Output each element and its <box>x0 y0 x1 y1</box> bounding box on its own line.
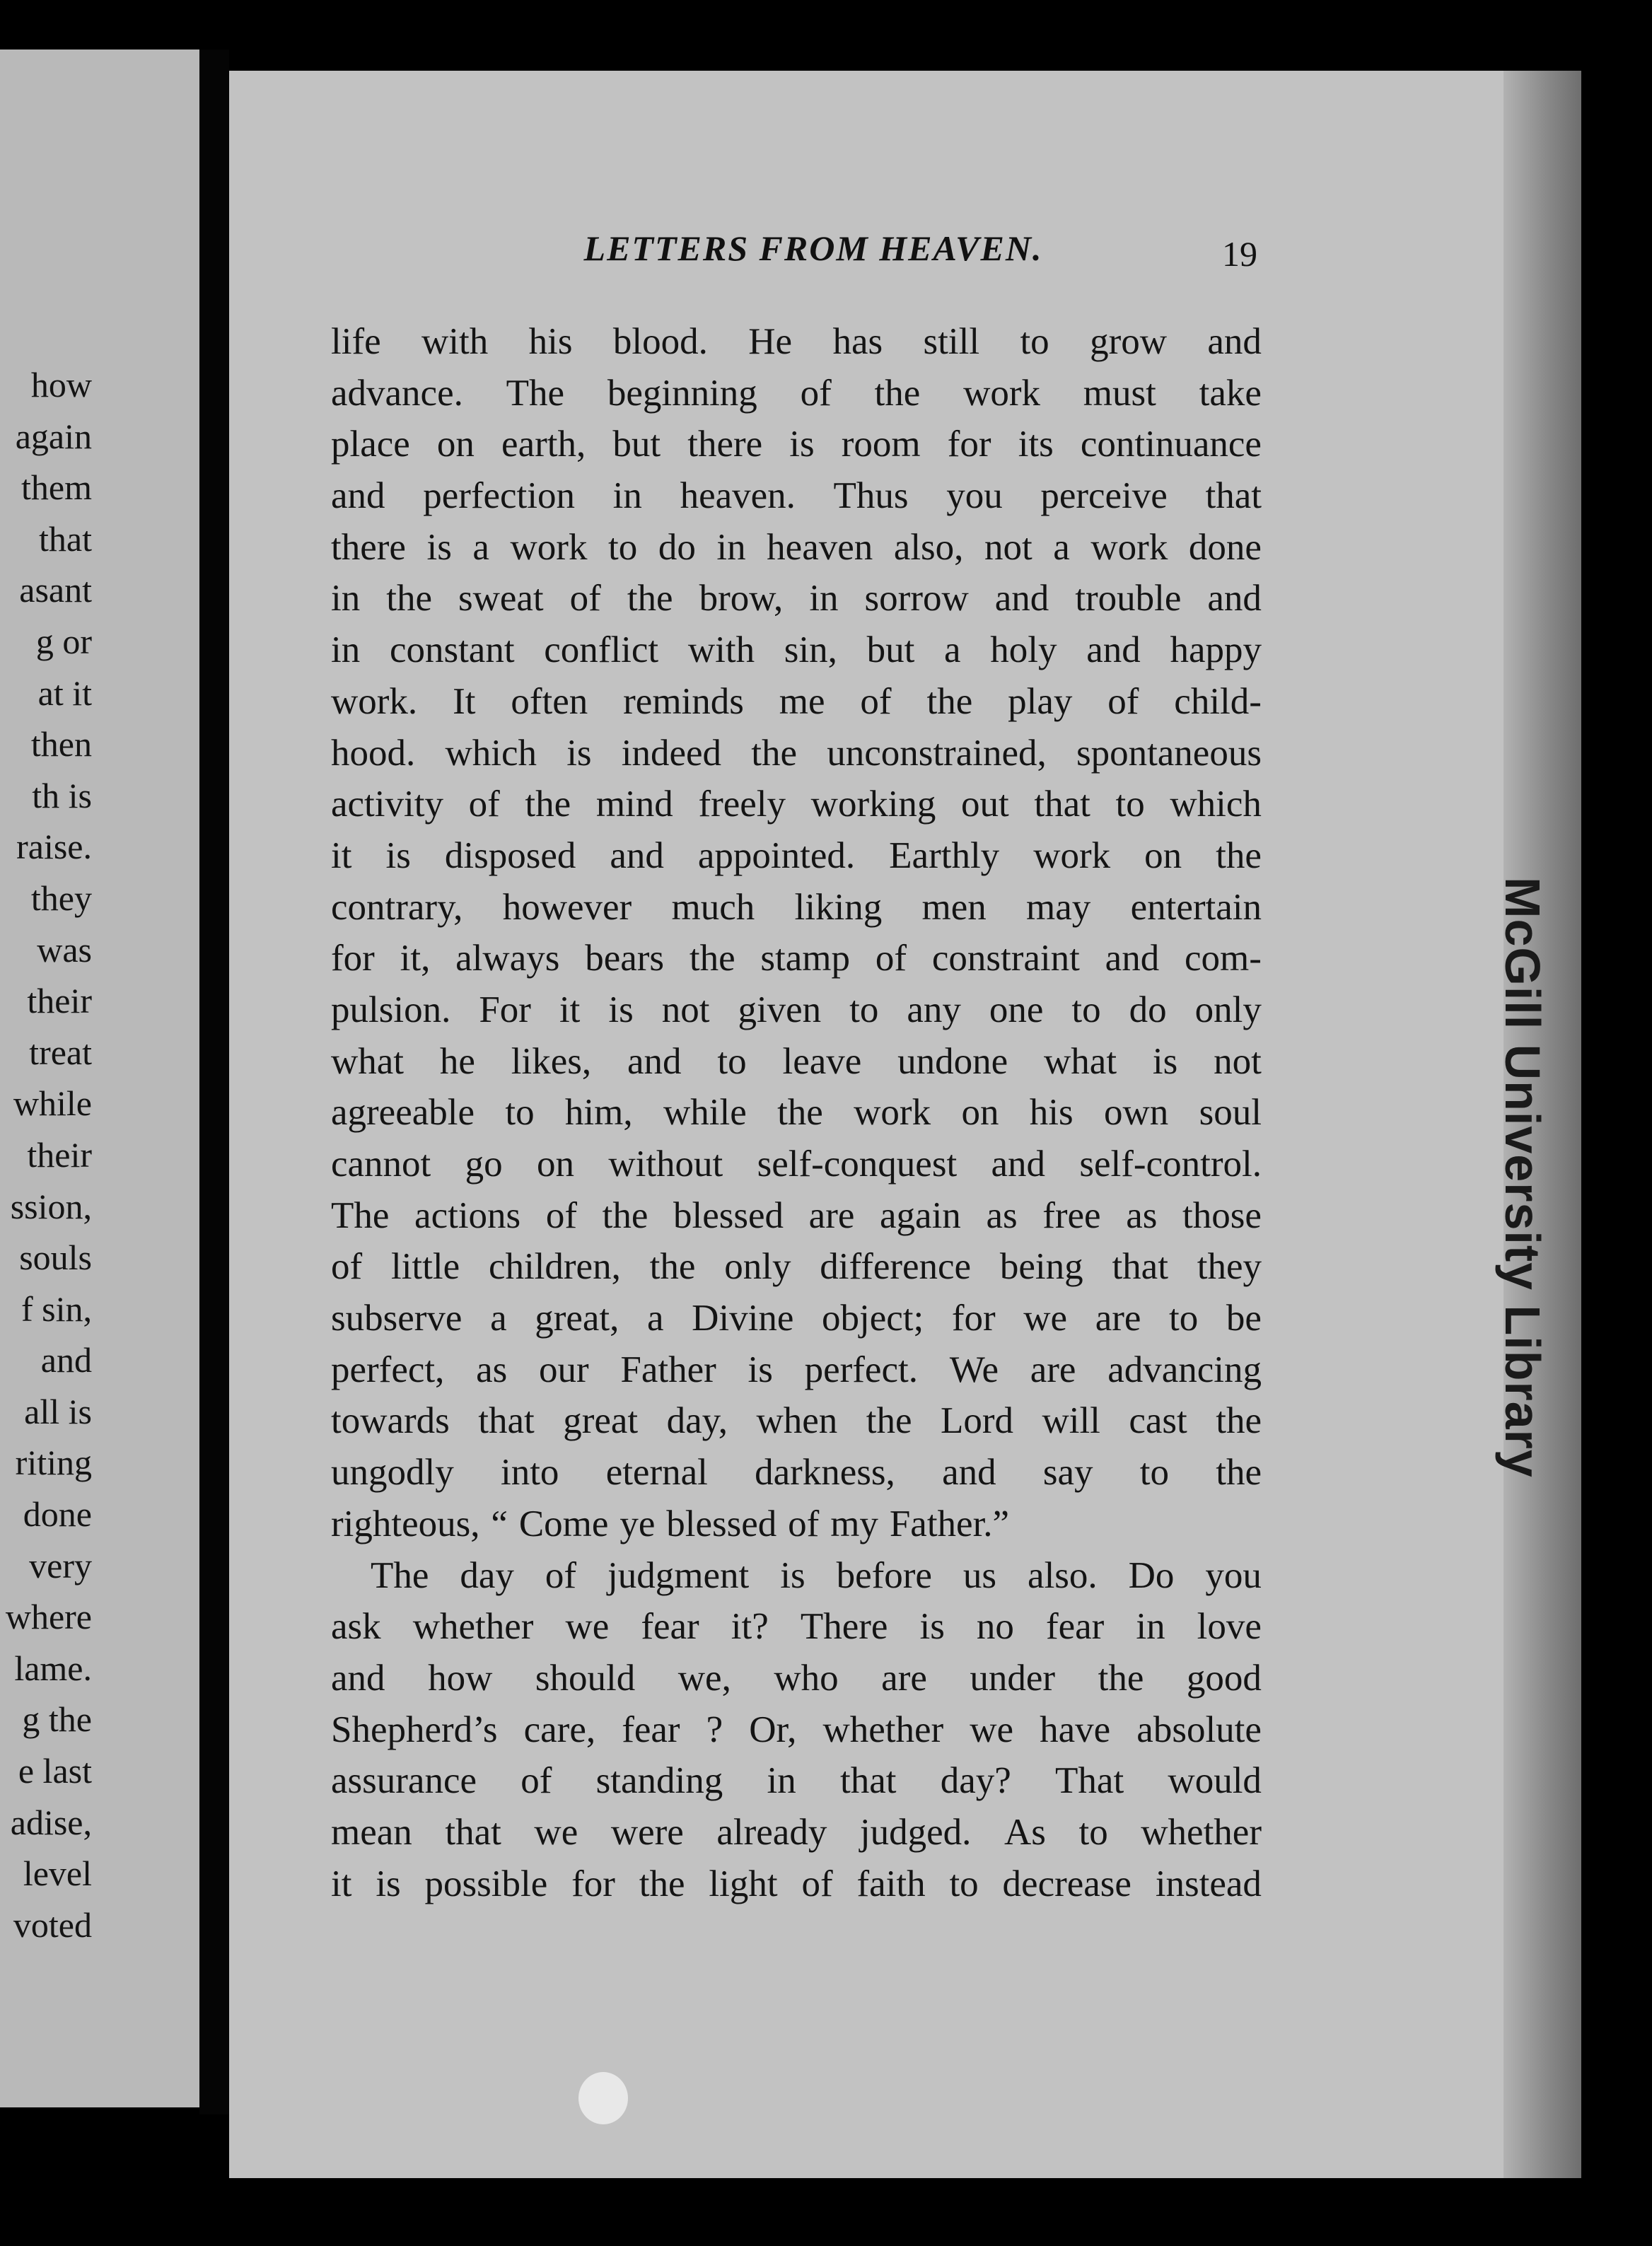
left-page-line: lame. <box>14 1648 92 1688</box>
left-page-line: voted <box>13 1904 92 1945</box>
left-page-line: them <box>21 467 92 508</box>
left-page-line: g or <box>35 621 92 661</box>
left-page-line: very <box>29 1545 92 1585</box>
text-line: of little children, the only difference being that they <box>331 1246 1262 1288</box>
left-page-line: their <box>27 1134 92 1175</box>
text-line: ungodly into eternal darkness, and say to the <box>331 1452 1262 1494</box>
text-line: Shepherd’s care, fear ? Or, whether we have absolute <box>331 1709 1262 1750</box>
left-page-line: while <box>13 1083 92 1124</box>
text-line: agreeable to him, while the work on his own soul <box>331 1092 1262 1134</box>
text-line: assurance of standing in that day? That would <box>331 1760 1262 1802</box>
left-page-line: that <box>39 518 92 559</box>
text-line: place on earth, but there is room for its continuance <box>331 424 1262 465</box>
left-page-line: and <box>40 1340 92 1380</box>
text-line: there is a work to do in heaven also, not a work done <box>331 526 1262 568</box>
left-page-line: ssion, <box>10 1186 92 1226</box>
text-line: mean that we were already judged. As to whether <box>331 1811 1262 1853</box>
body-text <box>331 316 1262 1909</box>
left-page-line: e last <box>18 1751 92 1791</box>
text-line: life with his blood. He has still to grow and <box>331 321 1262 362</box>
text-line: The actions of the blessed are again as free as those <box>331 1194 1262 1236</box>
text-line: righteous, “ Come ye blessed of my Father.” <box>331 1503 1010 1544</box>
text-line: hood. which is indeed the unconstrained, spontaneous <box>331 732 1262 774</box>
text-line: and how should we, who are under the good <box>331 1657 1262 1699</box>
left-page-line: f sin, <box>21 1288 92 1329</box>
left-page-line: all is <box>24 1391 92 1431</box>
text-line: The day of judgment is before us also. Do you <box>371 1554 1262 1596</box>
left-page-line: raise. <box>16 827 92 867</box>
left-page-line: treat <box>29 1032 92 1072</box>
left-page-line: their <box>27 981 92 1021</box>
text-line: subserve a great, a Divine object; for we are to be <box>331 1298 1262 1339</box>
text-line: and perfection in heaven. Thus you perceive that <box>331 475 1262 517</box>
text-line: what he likes, and to leave undone what is not <box>331 1040 1262 1082</box>
left-page-line: done <box>23 1494 92 1535</box>
library-stamp <box>1491 877 1554 1478</box>
left-facing-page <box>0 50 199 2107</box>
left-page-line: adise, <box>10 1802 92 1842</box>
text-line: work. It often reminds me of the play of child- <box>331 680 1262 722</box>
text-line: towards that great day, when the Lord will cast the <box>331 1400 1262 1442</box>
left-page-line: was <box>37 929 92 970</box>
left-page-line: how <box>30 365 92 405</box>
book-gutter <box>199 50 229 2114</box>
text-line: cannot go on without self-conquest and self-control. <box>331 1144 1262 1185</box>
text-line: pulsion. For it is not given to any one to do only <box>331 989 1262 1030</box>
left-page-line: riting <box>15 1443 92 1483</box>
left-page-line: level <box>23 1854 92 1894</box>
left-page-text-fragments <box>0 359 92 1950</box>
left-page-line: where <box>5 1597 92 1637</box>
library-stamp-text: McGill University Library <box>1495 877 1551 1478</box>
text-line: perfect, as our Father is perfect. We are advancing <box>331 1349 1262 1390</box>
text-line: ask whether we fear it? There is no fear in love <box>331 1606 1262 1648</box>
text-line: it is disposed and appointed. Earthly work on the <box>331 834 1262 876</box>
text-line: advance. The beginning of the work must take <box>331 372 1262 414</box>
left-page-line: th is <box>32 775 92 815</box>
left-page-line: g the <box>22 1699 92 1740</box>
text-line: in constant conflict with sin, but a holy and happy <box>331 629 1262 671</box>
left-page-line: they <box>30 878 92 918</box>
paper-speck <box>578 2072 628 2124</box>
text-line: it is possible for the light of faith to decrease instead <box>331 1863 1262 1904</box>
left-page-line: asant <box>19 570 92 610</box>
page-number: 19 <box>1222 234 1257 274</box>
text-line: in the sweat of the brow, in sorrow and trouble and <box>331 578 1262 619</box>
text-line: for it, always bears the stamp of constraint and com- <box>331 938 1262 979</box>
left-page-line: again <box>15 416 92 456</box>
left-page-line: souls <box>19 1238 92 1278</box>
text-line: contrary, however much liking men may entertain <box>331 886 1262 928</box>
left-page-line: then <box>30 724 92 764</box>
left-page-line: at it <box>37 673 92 713</box>
running-head: LETTERS FROM HEAVEN. <box>583 228 1043 268</box>
text-line: activity of the mind freely working out that to which <box>331 784 1262 825</box>
